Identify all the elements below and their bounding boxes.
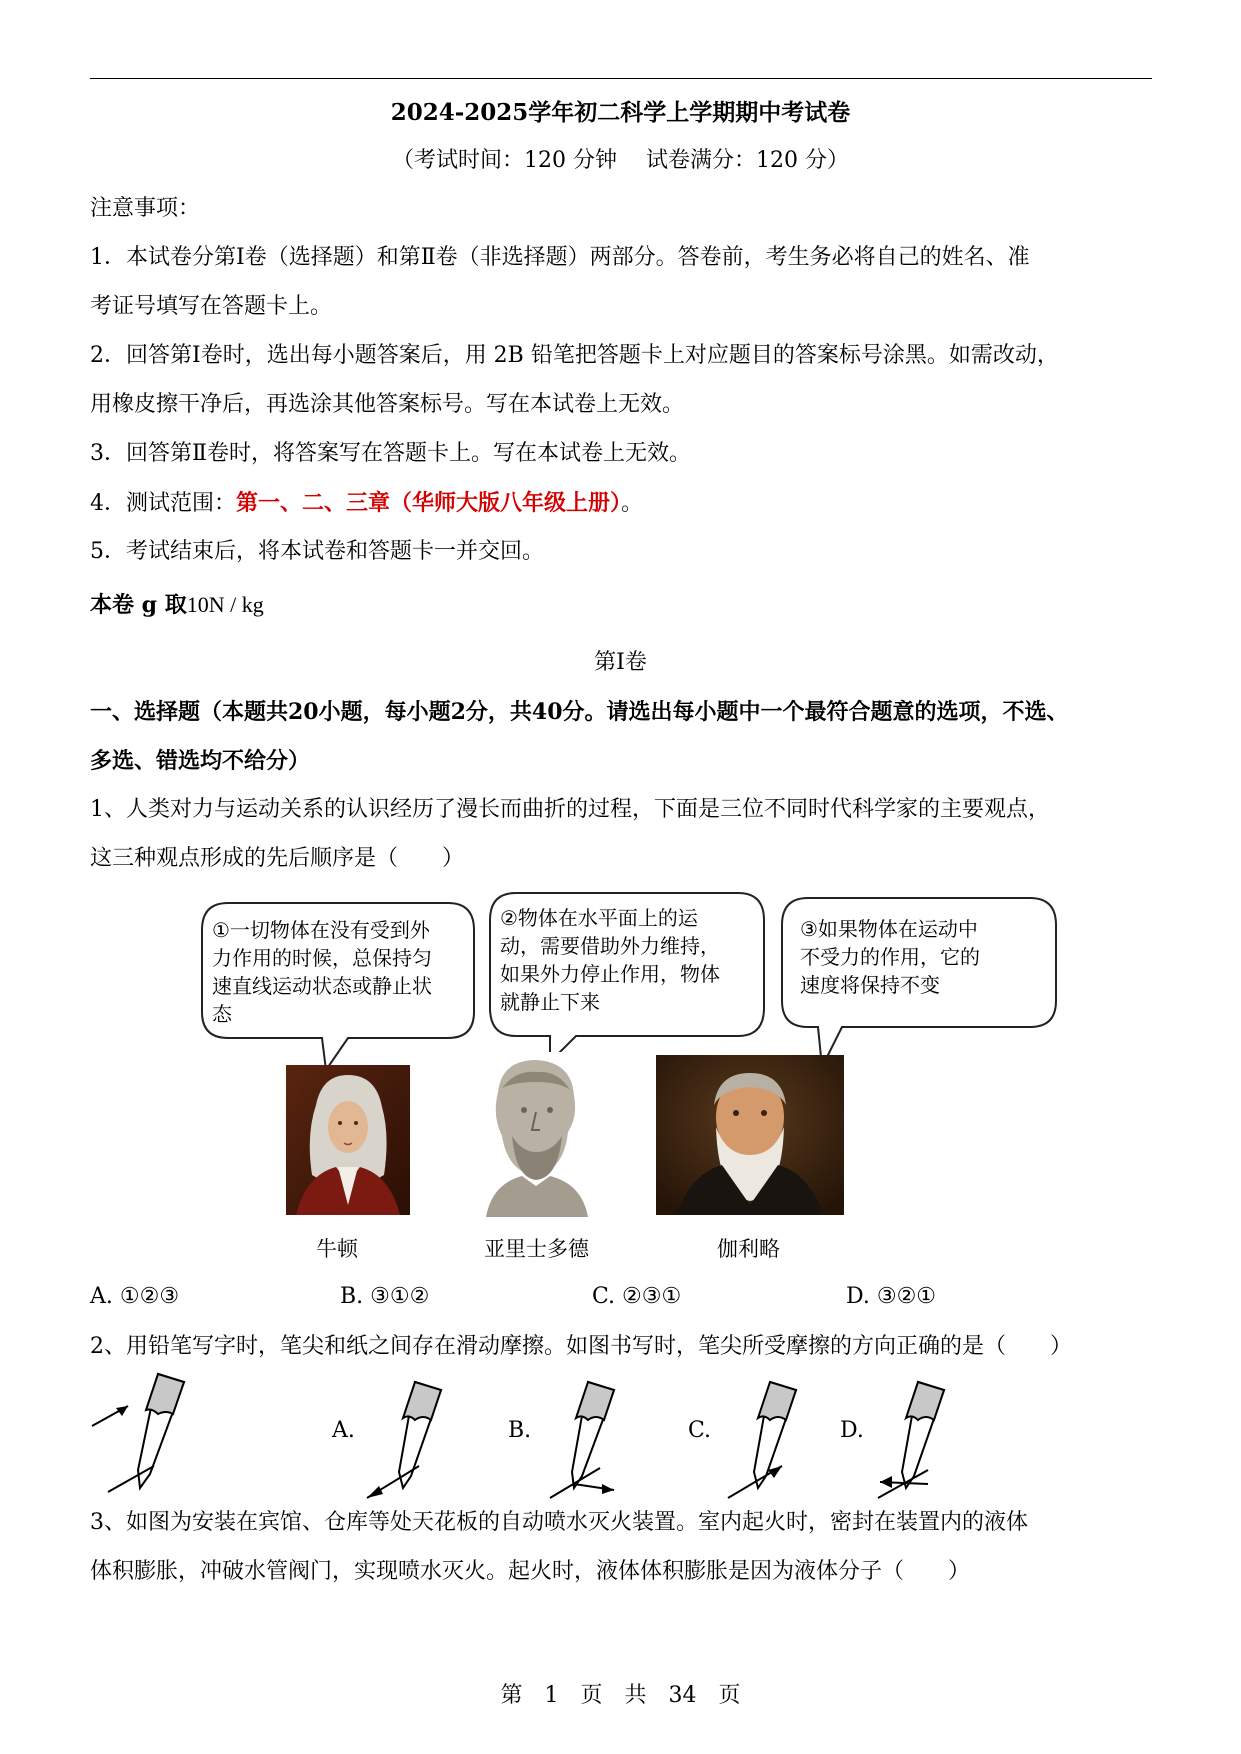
- note-4-prefix: 4．测试范围：: [90, 491, 236, 516]
- page-footer: 第 1 页 共 34 页: [500, 1683, 741, 1708]
- note-1-line-1: 1．本试卷分第Ⅰ卷（选择题）和第Ⅱ卷（非选择题）两部分。答卷前，考生务必将自己的姓名、准: [90, 245, 1030, 270]
- section-heading-line-2: 多选、错选均不给分）: [90, 748, 311, 774]
- bubble-newton-text: ①一切物体在没有受到外 力作用的时候，总保持匀 速直线运动状态或静止状 态: [212, 918, 432, 1026]
- q3-stem-line-1: 3、如图为安装在宾馆、仓库等处天花板的自动喷水灭火装置。室内起火时，密封在装置内的液体: [90, 1510, 1029, 1535]
- notes-heading: 注意事项：: [90, 196, 201, 221]
- note-2-line-1: 2．回答第Ⅰ卷时，选出每小题答案后，用 2B 铅笔把答题卡上对应题目的答案标号涂黑。如需改动，: [90, 343, 1059, 368]
- q2-pencil-b[interactable]: [546, 1378, 636, 1500]
- q1-stem-line-1: 1、人类对力与运动关系的认识经历了漫长而曲折的过程，下面是三位不同时代科学家的主要观点，: [90, 797, 1051, 822]
- note-4-suffix: 。: [621, 491, 644, 516]
- g-note: [90, 590, 264, 621]
- q2-reference-pencil: [88, 1370, 198, 1495]
- test-scope: 第一、二、三章（华师大版八年级上册）: [236, 490, 622, 516]
- q1-option-d[interactable]: D. ③②①: [846, 1284, 937, 1309]
- g-note-value: 10N / kg: [186, 592, 264, 617]
- volume-title: 第Ⅰ卷: [594, 650, 647, 675]
- bubble-aristotle: [486, 890, 768, 1065]
- bubble-newton: [198, 900, 478, 1075]
- q1-option-b[interactable]: B. ③①②: [340, 1284, 430, 1309]
- q1-stem-line-2: 这三种观点形成的先后顺序是（ ）: [90, 846, 465, 871]
- page-title: 2024-2025学年初二科学上学期期中考试卷: [390, 99, 851, 126]
- note-2-line-2: 用橡皮擦干净后，再选涂其他答案标号。写在本试卷上无效。: [90, 392, 685, 417]
- newton-portrait: [286, 1065, 410, 1215]
- section-heading-line-1: 一、选择题（本题共20小题，每小题2分，共40分。请选出每小题中一个最符合题意的选项，不选、: [90, 699, 1069, 725]
- note-5: 5．考试结束后，将本试卷和答题卡一并交回。: [90, 539, 544, 564]
- q2-label-d[interactable]: D.: [840, 1418, 864, 1443]
- caption-aristotle: 亚里士多德: [484, 1237, 589, 1261]
- q3-stem-line-2: 体积膨胀，冲破水管阀门，实现喷水灭火。起火时，液体体积膨胀是因为液体分子（ ）: [90, 1559, 971, 1584]
- galileo-portrait: [656, 1055, 844, 1215]
- q2-pencil-a[interactable]: [365, 1378, 455, 1500]
- bubble-aristotle-text: ②物体在水平面上的运 动，需要借助外力维持， 如果外力停止作用，物体 就静止下来: [500, 906, 720, 1014]
- caption-newton: 牛顿: [316, 1237, 358, 1261]
- q2-pencil-c[interactable]: [724, 1378, 814, 1500]
- q1-option-a[interactable]: A. ①②③: [90, 1284, 180, 1309]
- q2-label-c[interactable]: C.: [688, 1418, 712, 1443]
- q2-label-a[interactable]: A.: [332, 1418, 355, 1443]
- note-4: [90, 488, 643, 519]
- q2-pencil-d[interactable]: [872, 1378, 962, 1500]
- exam-info: （考试时间：120 分钟 试卷满分：120 分）: [392, 148, 849, 173]
- note-3: 3．回答第Ⅱ卷时，将答案写在答题卡上。写在本试卷上无效。: [90, 441, 691, 466]
- bubble-galileo: [778, 895, 1060, 1070]
- g-note-label: 本卷 g 取: [90, 592, 187, 618]
- bubble-galileo-text: ③如果物体在运动中 不受力的作用，它的 速度将保持不变: [800, 917, 980, 997]
- note-1-line-2: 考证号填写在答题卡上。: [90, 294, 333, 319]
- aristotle-portrait: [456, 1052, 612, 1217]
- caption-galileo: 伽利略: [717, 1237, 780, 1261]
- top-rule: [90, 78, 1152, 79]
- q1-option-c[interactable]: C. ②③①: [592, 1284, 682, 1309]
- q2-stem: 2、用铅笔写字时，笔尖和纸之间存在滑动摩擦。如图书写时，笔尖所受摩擦的方向正确的是（ ）: [90, 1334, 1073, 1359]
- q2-label-b[interactable]: B.: [508, 1418, 532, 1443]
